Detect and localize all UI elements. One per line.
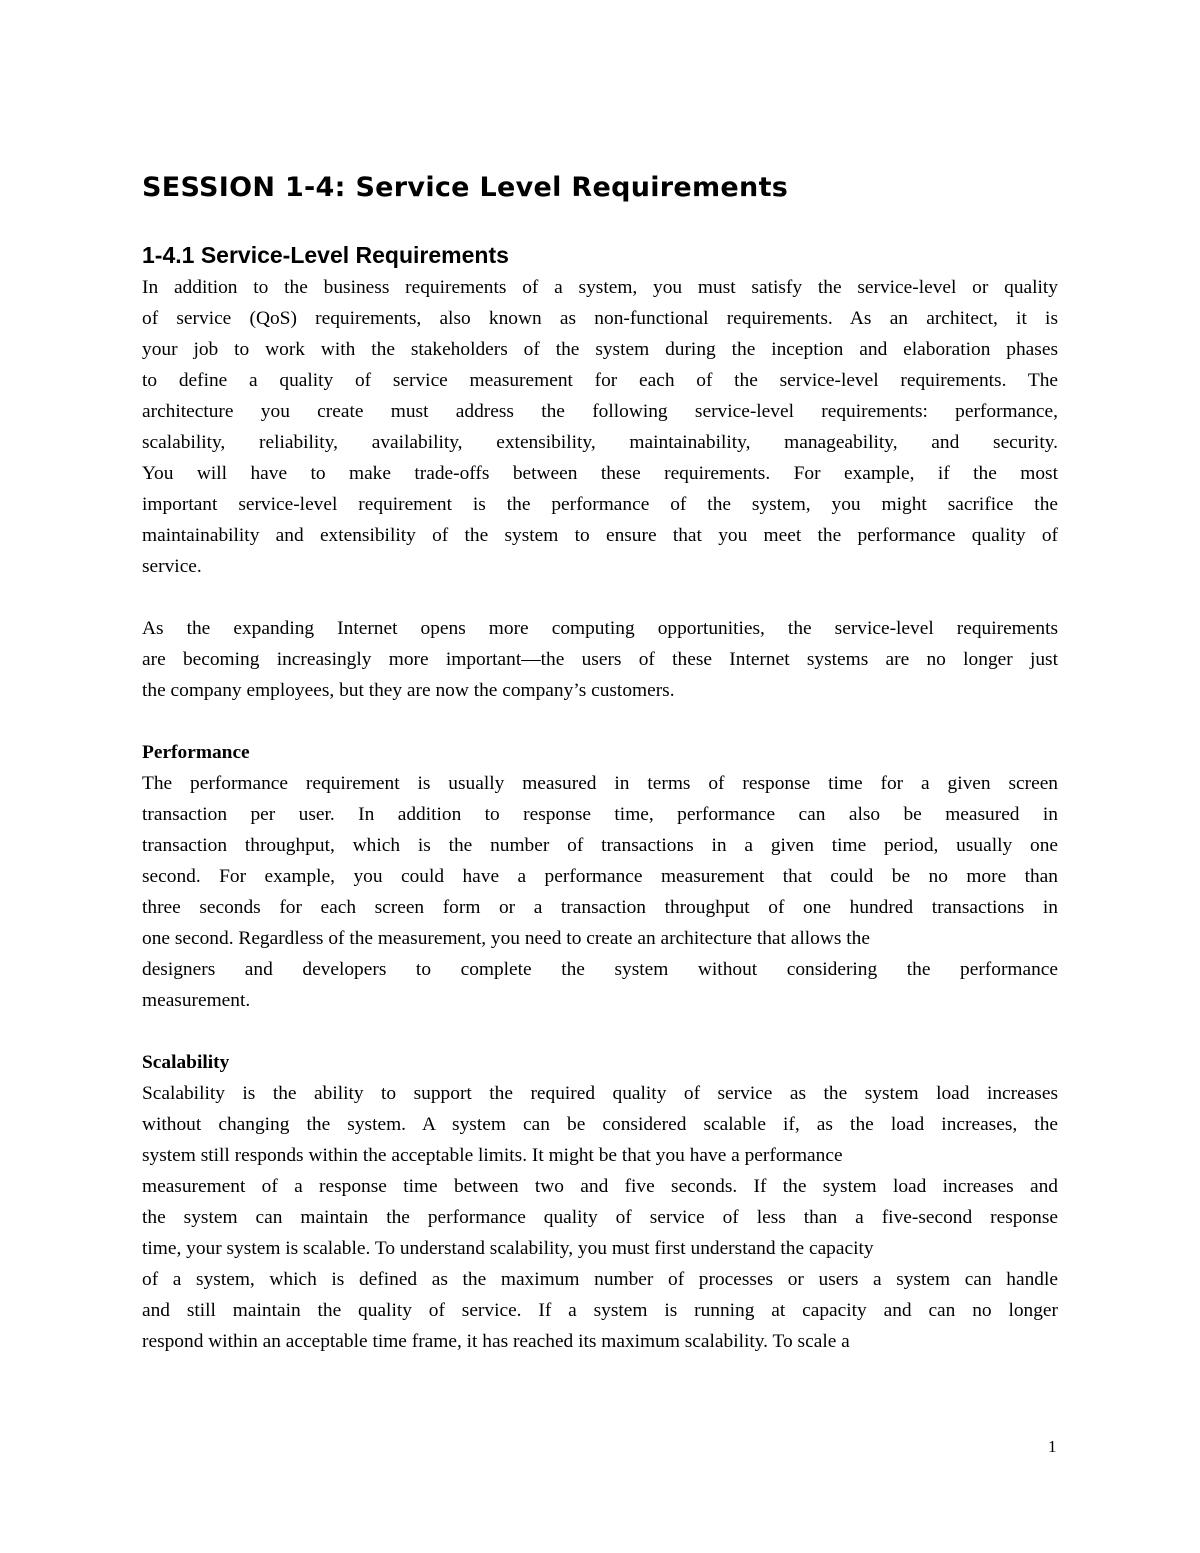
text-line: designers and developers to complete the system without considering the performance [142, 959, 1058, 980]
session-title: SESSION 1-4: Service Level Requirements [142, 172, 789, 203]
text-line: maintainability and extensibility of the system to ensure that you meet the performance quality of [142, 525, 1058, 546]
text-line: are becoming increasingly more important—the users of these Internet systems are no longer just [142, 649, 1058, 670]
text-line: your job to work with the stakeholders of the system during the inception and elaboration phases [142, 339, 1058, 360]
performance-paragraph [142, 768, 1058, 1016]
text-line: You will have to make trade-offs between these requirements. For example, if the most [142, 463, 1058, 484]
text-line: important service-level requirement is the performance of the system, you might sacrifice the [142, 494, 1058, 515]
text-line: one second. Regardless of the measurement, you need to create an architecture that allows the [142, 928, 870, 949]
text-line: transaction throughput, which is the number of transactions in a given time period, usually one [142, 835, 1058, 856]
scalability-paragraph [142, 1078, 1058, 1357]
text-line: to define a quality of service measurement for each of the service-level requirements. The [142, 370, 1058, 391]
text-line: As the expanding Internet opens more computing opportunities, the service-level requirements [142, 618, 1058, 639]
text-line: transaction per user. In addition to response time, performance can also be measured in [142, 804, 1058, 825]
text-line: the company employees, but they are now the company’s customers. [142, 680, 675, 701]
scalability-heading: Scalability [142, 1052, 230, 1073]
page-number: 1 [1048, 1437, 1057, 1456]
document-page [142, 168, 1058, 1357]
section-heading: 1-4.1 Service-Level Requirements [142, 242, 509, 268]
text-line: respond within an acceptable time frame, it has reached its maximum scalability. To scale a [142, 1331, 850, 1352]
text-line: and still maintain the quality of service. If a system is running at capacity and can no longer [142, 1300, 1058, 1321]
text-line: without changing the system. A system can be considered scalable if, as the load increases, the [142, 1114, 1058, 1135]
text-line: scalability, reliability, availability, extensibility, maintainability, manageability, and security. [142, 432, 1058, 453]
text-line: measurement of a response time between two and five seconds. If the system load increases and [142, 1176, 1058, 1197]
text-line: of service (QoS) requirements, also known as non-functional requirements. As an architect, it is [142, 308, 1058, 329]
text-line: the system can maintain the performance quality of service of less than a five-second response [142, 1207, 1058, 1228]
text-line: architecture you create must address the following service-level requirements: performance, [142, 401, 1058, 422]
intro-paragraph [142, 272, 1058, 582]
text-line: The performance requirement is usually measured in terms of response time for a given screen [142, 773, 1058, 794]
internet-paragraph [142, 613, 1058, 706]
text-line: system still responds within the acceptable limits. It might be that you have a performance [142, 1145, 843, 1166]
text-line: time, your system is scalable. To understand scalability, you must first understand the capacity [142, 1238, 874, 1259]
text-line: second. For example, you could have a performance measurement that could be no more than [142, 866, 1058, 887]
text-line: of a system, which is defined as the maximum number of processes or users a system can handle [142, 1269, 1058, 1290]
text-line: measurement. [142, 990, 251, 1011]
text-line: three seconds for each screen form or a transaction throughput of one hundred transactions in [142, 897, 1058, 918]
text-line: Scalability is the ability to support the required quality of service as the system load increases [142, 1083, 1058, 1104]
text-line: service. [142, 556, 202, 577]
performance-heading: Performance [142, 742, 250, 763]
text-line: In addition to the business requirements of a system, you must satisfy the service-level or quality [142, 277, 1058, 298]
